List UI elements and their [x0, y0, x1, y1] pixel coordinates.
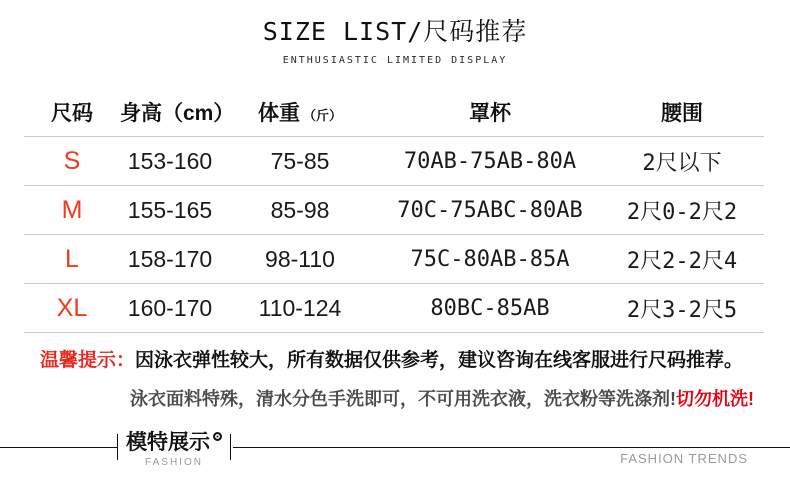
- section-title-bracket: [117, 431, 231, 468]
- section-subtitle: FASHION: [145, 457, 203, 468]
- page-header: [0, 0, 790, 66]
- care-text: 泳衣面料特殊，清水分色手洗即可，不可用洗衣液，洗衣粉等洗涤剂!: [130, 389, 676, 409]
- cell-size: S: [63, 146, 81, 175]
- cell-waist: 2尺0-2尺2: [626, 199, 738, 225]
- weight-unit-label: （斤）: [302, 108, 342, 123]
- table-row-xl: [24, 283, 764, 332]
- section-title-text: 模特展示: [126, 431, 210, 454]
- cell-cup: 70C-75ABC-80AB: [397, 197, 583, 223]
- cell-weight: 98-110: [265, 245, 335, 272]
- column-header-waist: 腰围: [661, 102, 703, 125]
- cell-weight: 75-85: [270, 147, 330, 174]
- tip-label: 温馨提示：: [40, 350, 136, 371]
- column-header-size: 尺码: [51, 102, 93, 125]
- cell-height: 158-170: [127, 245, 213, 272]
- cell-weight: 85-98: [270, 196, 330, 223]
- column-header-height: 身高（cm）: [120, 102, 235, 125]
- cell-size: XL: [56, 293, 88, 322]
- table-row-l: [24, 234, 764, 283]
- tip-text: 因泳衣弹性较大，所有数据仅供参考，建议咨询在线客服进行尺码推荐。: [135, 350, 744, 371]
- size-tip-notice: [40, 345, 790, 372]
- column-header-cup: 罩杯: [469, 102, 511, 125]
- column-header-weight: [220, 97, 380, 127]
- cell-waist: 2尺2-2尺4: [626, 248, 738, 274]
- cell-cup: 75C-80AB-85A: [410, 246, 570, 272]
- section-divider: [0, 425, 790, 486]
- cell-size: M: [61, 195, 83, 224]
- care-warning: 切勿机洗!: [676, 389, 754, 409]
- table-row-s: [24, 136, 764, 185]
- cell-height: 155-165: [127, 196, 213, 223]
- cell-height: 153-160: [127, 147, 213, 174]
- cell-height: 160-170: [127, 294, 213, 321]
- table-header-row: [24, 88, 764, 136]
- page-title: SIZE LIST/尺码推荐: [262, 17, 528, 46]
- cell-waist: 2尺以下: [642, 150, 722, 176]
- bullet-icon: [213, 432, 222, 441]
- cell-cup: 70AB-75AB-80A: [403, 148, 577, 174]
- cell-weight: 110-124: [258, 294, 342, 321]
- size-table: [24, 88, 764, 333]
- divider-line-left: [0, 447, 117, 448]
- fashion-trends-label: FASHION TRENDS: [620, 451, 748, 466]
- weight-label: 体重: [257, 102, 300, 125]
- cell-waist: 2尺3-2尺5: [626, 297, 738, 323]
- cell-cup: 80BC-85AB: [430, 295, 550, 321]
- care-notice: [130, 385, 790, 411]
- page-subtitle: ENTHUSIASTIC LIMITED DISPLAY: [282, 55, 508, 66]
- table-row-m: [24, 185, 764, 234]
- divider-line-right: [233, 447, 790, 448]
- section-title: [118, 431, 230, 455]
- cell-size: L: [65, 244, 79, 273]
